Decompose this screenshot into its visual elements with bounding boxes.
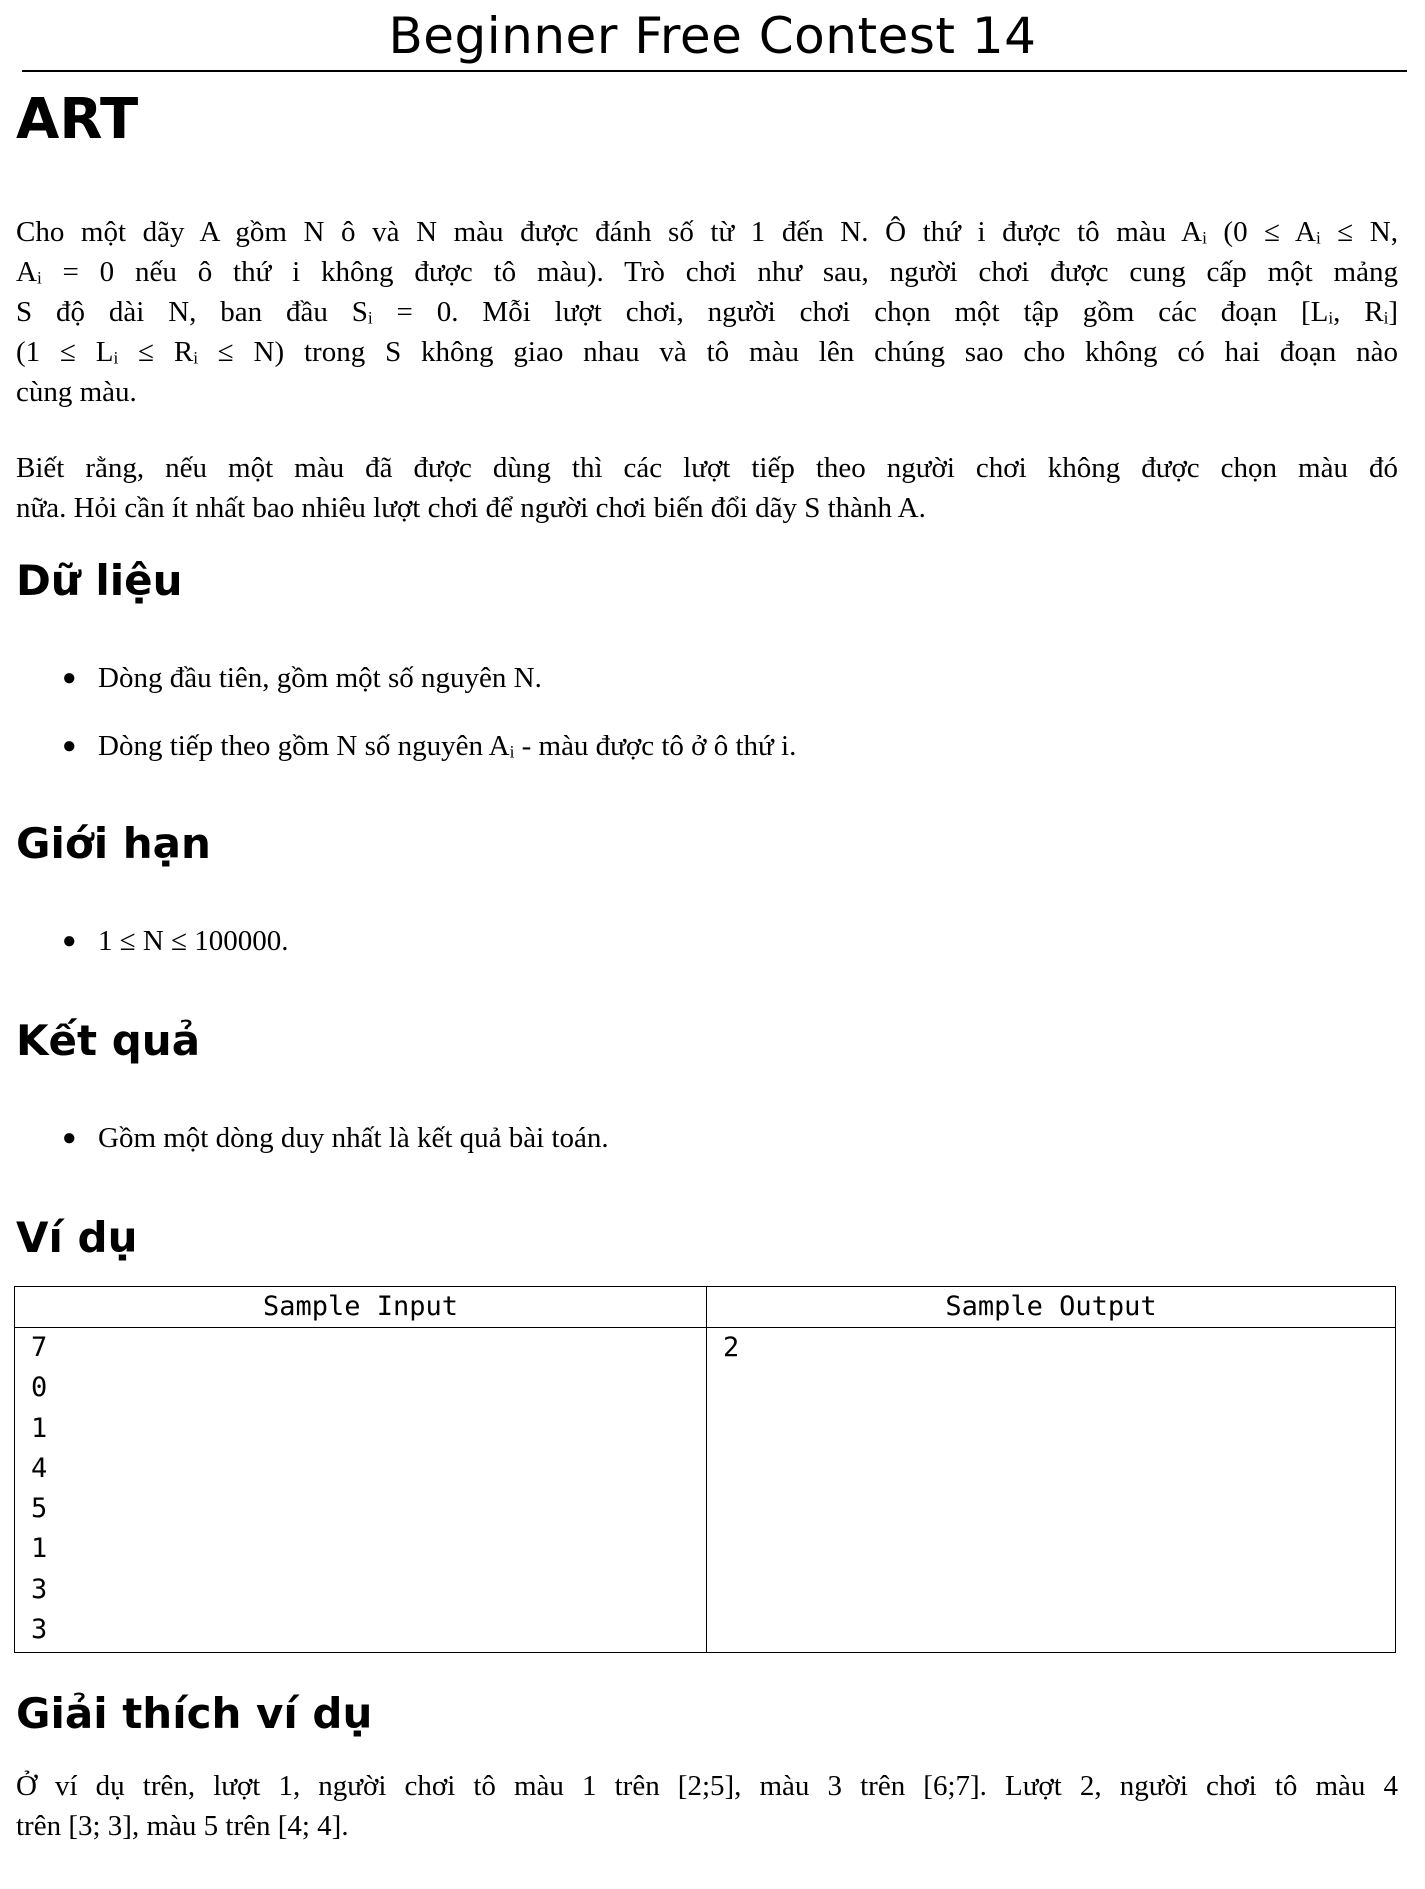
- input-item-text: Dòng đầu tiên, gồm một số nguyên N.: [98, 662, 542, 694]
- limits-item-text: 1 ≤ N ≤ 100000.: [98, 925, 289, 957]
- statement-line: cùng màu.: [16, 376, 137, 408]
- sample-input-column: [15, 1287, 707, 1652]
- statement-line: Biết rằng, nếu một màu đã được dùng thì các lượt tiếp theo người chơi không được chọn màu đó: [16, 452, 1398, 484]
- title-divider: [22, 70, 1407, 72]
- input-heading: Dữ liệu: [16, 556, 183, 605]
- example-heading: Ví dụ: [16, 1213, 138, 1262]
- bullet-icon: ●: [62, 1125, 77, 1151]
- limits-item: [62, 921, 289, 961]
- contest-title: Beginner Free Contest 14: [388, 7, 1037, 65]
- sample-input-line: 3: [31, 1614, 48, 1646]
- sample-input-line: 4: [31, 1452, 48, 1484]
- bullet-icon: ●: [62, 928, 77, 954]
- sample-input-header: Sample Input: [15, 1287, 706, 1328]
- sample-input-line: 7: [31, 1332, 48, 1363]
- bullet-icon: ●: [62, 733, 77, 759]
- statement-line: Aᵢ = 0 nếu ô thứ i không được tô màu). Trò chơi như sau, người chơi được cung cấp một mảng: [16, 256, 1398, 288]
- sample-input-line: 1: [31, 1533, 48, 1565]
- limits-heading: Giới hạn: [16, 819, 211, 868]
- sample-input-line: 1: [31, 1412, 48, 1444]
- input-item: [62, 658, 542, 698]
- sample-input-body: [15, 1328, 706, 1650]
- sample-input-line: 0: [31, 1372, 48, 1404]
- statement-line: (1 ≤ Lᵢ ≤ Rᵢ ≤ N) trong S không giao nhau và tô màu lên chúng sao cho không có hai đoạn nào: [16, 336, 1398, 368]
- sample-output-header: Sample Output: [707, 1287, 1395, 1328]
- output-item: [62, 1118, 609, 1158]
- statement-line: S độ dài N, ban đầu Sᵢ = 0. Mỗi lượt chơi, người chơi chọn một tập gồm các đoạn [Lᵢ, Rᵢ]: [16, 296, 1398, 328]
- sample-output-column: [707, 1287, 1395, 1652]
- sample-output-body: [707, 1328, 1395, 1368]
- explanation-line: Ở ví dụ trên, lượt 1, người chơi tô màu 1 trên [2;5], màu 3 trên [6;7]. Lượt 2, người chơi tô màu 4: [16, 1770, 1398, 1802]
- input-item-text: Dòng tiếp theo gồm N số nguyên Aᵢ - màu được tô ở ô thứ i.: [98, 730, 797, 762]
- explanation-heading: Giải thích ví dụ: [16, 1689, 373, 1738]
- sample-output-line: 2: [723, 1332, 740, 1363]
- bullet-icon: ●: [62, 665, 77, 691]
- statement-line: Cho một dãy A gồm N ô và N màu được đánh số từ 1 đến N. Ô thứ i được tô màu Aᵢ (0 ≤ Aᵢ ≤ N,: [16, 216, 1398, 248]
- explanation-text: [16, 1766, 1398, 1846]
- output-heading: Kết quả: [16, 1016, 201, 1065]
- output-item-text: Gồm một dòng duy nhất là kết quả bài toán.: [98, 1122, 609, 1154]
- sample-input-line: 5: [31, 1493, 48, 1525]
- problem-statement: [16, 212, 1398, 412]
- sample-input-line: 3: [31, 1573, 48, 1605]
- problem-statement-2: [16, 448, 1398, 528]
- statement-line: nữa. Hỏi cần ít nhất bao nhiêu lượt chơi để người chơi biến đổi dãy S thành A.: [16, 492, 926, 524]
- input-item: [62, 726, 796, 766]
- explanation-line: trên [3; 3], màu 5 trên [4; 4].: [16, 1810, 349, 1842]
- problem-name: ART: [16, 87, 139, 152]
- sample-table: [14, 1286, 1396, 1653]
